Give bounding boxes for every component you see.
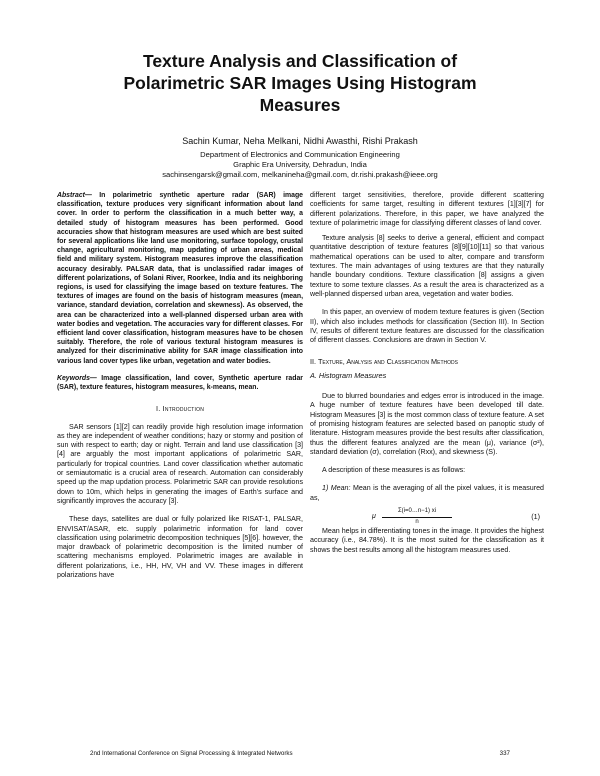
department: Department of Electronics and Communication Engineering <box>200 150 400 159</box>
subsection-heading: A. Histogram Measures <box>310 370 387 380</box>
equation-lhs: μ <box>372 513 376 521</box>
mean-paragraph <box>310 484 544 503</box>
paragraph: Due to blurred boundaries and edges error is introduced in the image. A huge number of texture features have been developed till date. Histogram Measures [3] is the most common class of texture feature. A set of promising histogram features are selected based on panoptic study of literature. Histogram measures provide the best results after classification, thus the different features analyzed are the mean (μ), variance (σ²), standard deviation (σ), correlation (Rxx), and skewness (S). <box>310 392 544 456</box>
paragraph: A description of these measures is as follows: <box>322 466 466 475</box>
paragraph: Mean helps in differentiating tones in the image. It provides the highest accuracy (i.e., 84.78%). It is the most suited for the classification as it shows the best results among all the histogram measures used. <box>310 527 544 554</box>
page-number: 337 <box>499 750 510 757</box>
mean-text: Mean is the averaging of all the pixel values, it is measured as, <box>310 484 544 502</box>
footer-conference: 2nd International Conference on Signal Processing & Integrated Networks <box>90 750 293 757</box>
paragraph: different target sensitivities, therefore, provide different scattering coefficients for same target, resulting in different textures [1][3][7] for different polarizations. Therefore, in this paper, we have analyzed the texture of polarimetric image for classifying different classes of land cover. <box>310 191 544 227</box>
abstract-text: In polarimetric synthetic aperture radar (SAR) image classification, texture produces very significant information about land cover. In order to perform the classification in a much better way, a detailed study of histogram measures has been performed. Good accuracies show that histogram measures are used which are best suited for several applications like land use monitoring, surface topology, crustal change, agricultural monitoring, map updating of urban areas, medical field and military system. Histogram measures improve the classification accuracy desirably. PALSAR data, that is unclassified radar images of different polarizations, of Solani River, Roorkee, India and its neighboring regions, is used for classifying the image based on texture features. The textures of images are found on the basis of histogram measures (mean, variance, standard deviation, correlation and skewness). As observed, the area can be characterized into a well-planned dispersed urban area with water bodies and vegetation. The accuracies vary for different classes. For efficient land cover classification, histogram measures have to be chosen suitably. Therefore, the role of various textural histogram measures is analyzed for their discriminative ability for SAR image classification into various land cover types like urban, vegetation and water bodies. <box>57 192 303 365</box>
keywords-text: Image classification, land cover, Synthetic aperture radar (SAR), texture features, histogram measures, k-means, mean. <box>57 374 303 392</box>
paragraph: SAR sensors [1][2] can readily provide high resolution image information as they are independent of weather conditions; hazy or stormy and position of sun with respect to earth; day or night. Terrain and land use classification [3][4] are arguably the most important applications of polarimetric SAR, particularly for tropical countries. Land cover classification whether automatic or semiautomatic is a crucial area of research. Automation can considerably speed up the map updation process. Polarimetric SAR can provide resolutions down to 10m, which helps in generating the images of Earth's surface and significantly improves the accuracy [3]. <box>57 422 303 505</box>
paragraph: In this paper, an overview of modern texture features is given (Section II), which also includes methods for classification (Section III). In Section IV, results of different texture features are discussed for the classification of different classes. Conclusions are drawn in Section V. <box>310 308 544 345</box>
title-line: Measures <box>259 95 341 115</box>
title-line: Polarimetric SAR Images Using Histogram <box>123 73 477 93</box>
section-heading: II. Texture, Analysis and Classification Methods <box>310 357 458 367</box>
emails: sachinsengarsk@gmail.com, melkanineha@gmail.com, dr.rishi.prakash@ieee.org <box>162 170 438 179</box>
author-list: Sachin Kumar, Neha Melkani, Nidhi Awasthi, Rishi Prakash <box>182 136 418 146</box>
equation-1 <box>310 507 544 525</box>
paper-title <box>40 50 560 116</box>
keywords-label: Keywords— <box>57 374 97 382</box>
abstract <box>57 191 303 366</box>
left-column <box>57 191 303 580</box>
university: Graphic Era University, Dehradun, India <box>233 160 367 169</box>
title-line: Texture Analysis and Classification of <box>142 51 458 71</box>
paragraph: Texture analysis [8] seeks to derive a general, efficient and compact quantitative description of texture features [8][9][10][11] so that various mathematical operations can be used to alter, compare and transform textures. The main advantages of using textures are that they naturally handle boundary conditions. Texture classification [8] assigns a given texture to some texture classes. As a result the area is characterized as a well-planned dispersed urban area, vegetation and water bodies. <box>310 234 544 298</box>
keywords <box>57 374 303 392</box>
equation-numerator: Σ(i=0…n−1) xi <box>382 507 452 518</box>
equation-denominator: n <box>415 519 419 526</box>
section-heading: I. Introduction <box>155 404 205 414</box>
affiliation <box>40 150 560 180</box>
abstract-label: Abstract— <box>57 192 92 199</box>
right-column <box>310 191 544 555</box>
paragraph: These days, satellites are dual or fully polarized like RISAT-1, PALSAR, ENVISAT/ASAR, etc. supply polarimetric information for land cover classification using polarimetric decomposition techniques [5][6]. however, the major drawback of polarimetric decomposition is the limited number of scattering mechanisms employed. Polarimetric images are available in different polarizations, i.e., HH, HV, VH and VV. These images in different polarizations have <box>57 515 303 580</box>
mean-label: 1) Mean: <box>322 484 351 493</box>
equation-fraction <box>382 507 452 528</box>
equation-number: (1) <box>531 512 540 522</box>
